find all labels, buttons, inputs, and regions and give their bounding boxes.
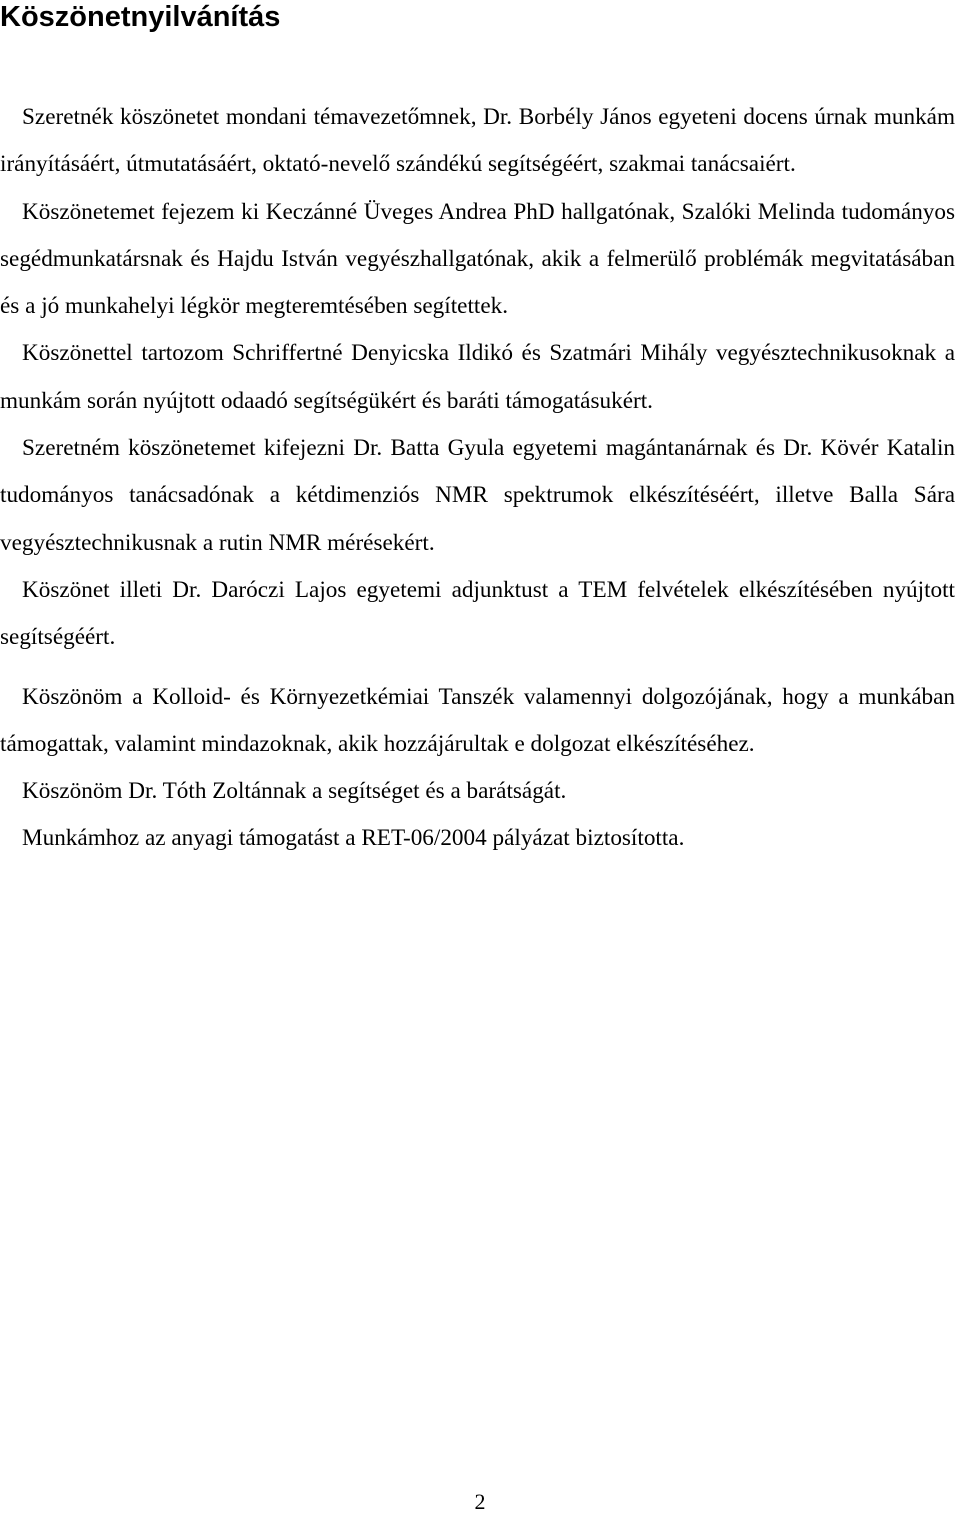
- page-title: Köszönetnyilvánítás: [0, 1, 281, 33]
- paragraph-supervisor: Szeretnék köszönetet mondani témavezetőmnek, Dr. Borbély János egyeteni docens úrnak munkám irányításáért, útmutatásáért, oktató-nevelő szándékú segítségéért, szakmai tanácsaiért.: [0, 104, 955, 178]
- paragraph-nmr: Szeretném köszönetemet kifejezni Dr. Batta Gyula egyetemi magántanárnak és Dr. Kövér Katalin tudományos tanácsadónak a kétdimenziós NMR spektrumok elkészítéséért, illetve Balla Sára vegyésztechnikusnak a rutin NMR mérésekért.: [0, 435, 955, 556]
- paragraph-funding: Munkámhoz az anyagi támogatást a RET-06/2004 pályázat biztosította.: [22, 825, 685, 852]
- acknowledgement-body: [0, 94, 955, 863]
- paragraph-technicians: Köszönettel tartozom Schriffertné Denyicska Ildikó és Szatmári Mihály vegyésztechnikusoknak a munkám során nyújtott odaadó segítségükért és baráti támogatásukért.: [0, 340, 955, 414]
- page-number: 2: [474, 1489, 486, 1514]
- paragraph-department: Köszönöm a Kolloid- és Környezetkémiai Tanszék valamennyi dolgozójának, hogy a munkában támogattak, valamint mindazoknak, akik hozzájárultak e dolgozat elkészítéséhez.: [0, 683, 955, 757]
- paragraph-friend: Köszönöm Dr. Tóth Zoltánnak a segítséget és a barátságát.: [22, 778, 567, 805]
- paragraph-colleagues: Köszönetemet fejezem ki Keczánné Üveges Andrea PhD hallgatónak, Szalóki Melinda tudományos segédmunkatársnak és Hajdu István vegyészhallgatónak, akik a felmerülő problémák megvitatásában és a jó munkahelyi légkör megteremtésében segítettek.: [0, 198, 955, 320]
- paragraph-tem: Köszönet illeti Dr. Daróczi Lajos egyetemi adjunktust a TEM felvételek elkészítésében nyújtott segítségéért.: [0, 576, 955, 651]
